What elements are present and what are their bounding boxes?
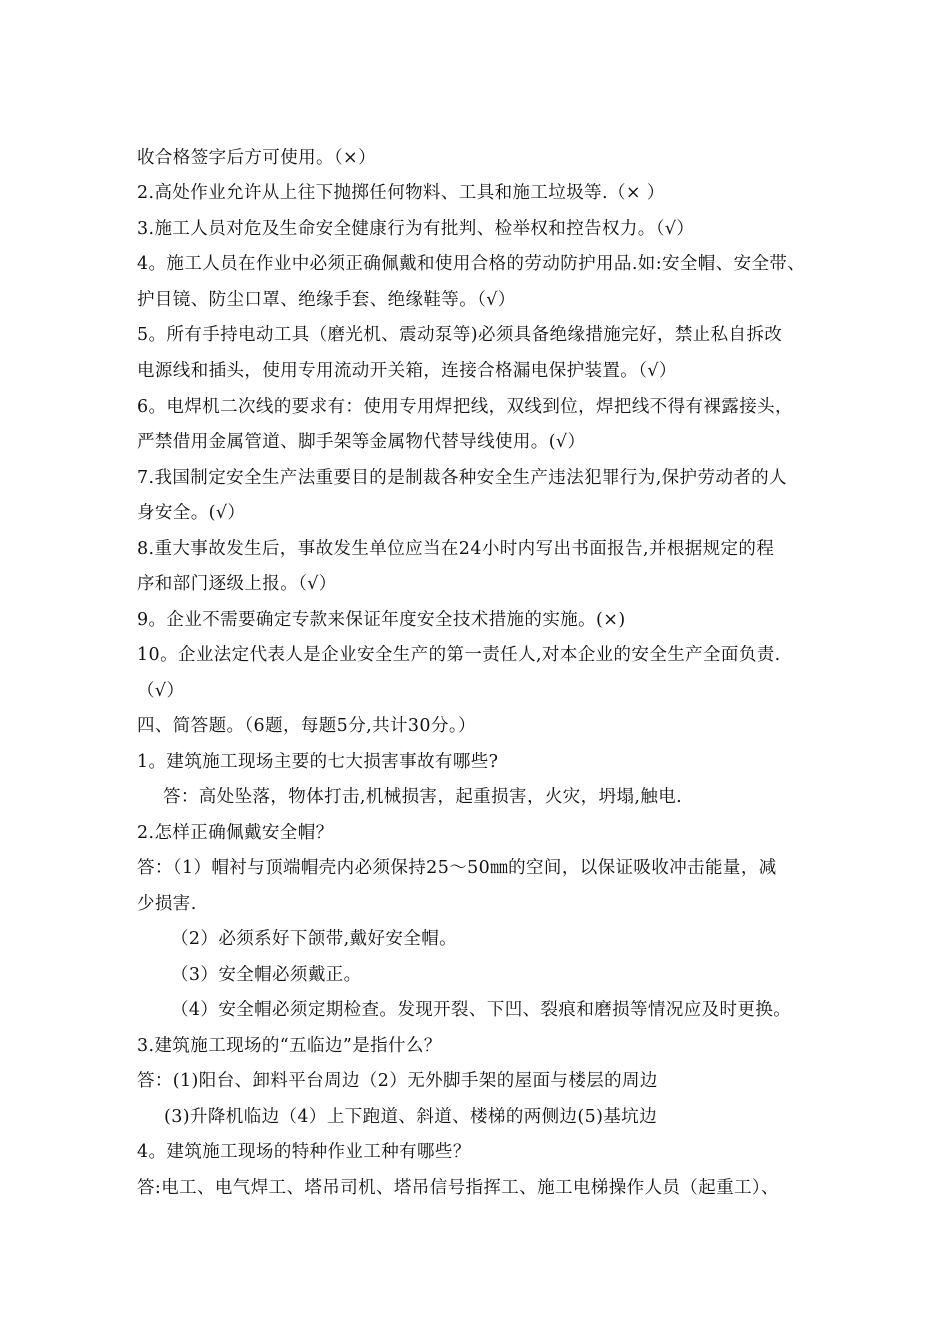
- text-line: 护目镜、防尘口罩、绝缘手套、绝缘鞋等。（√）: [137, 290, 516, 310]
- text-line: 序和部门逐级上报。（√）: [137, 574, 337, 594]
- text-line: 4。施工人员在作业中必须正确佩戴和使用合格的劳动防护用品.如:安全帽、安全带、: [137, 254, 806, 274]
- answer-line: 答：（1）帽衬与顶端帽壳内必须保持25～50㎜的空间，以保证吸收冲击能量，减: [137, 858, 777, 878]
- text-line: 9。企业不需要确定专款来保证年度安全技术措施的实施。(×): [137, 610, 626, 630]
- text-line: 6。电焊机二次线的要求有：使用专用焊把线，双线到位，焊把线不得有裸露接头，: [137, 397, 793, 417]
- answer-line: （4）安全帽必须定期检查。发现开裂、下凹、裂痕和磨损等情况应及时更换。: [171, 1000, 792, 1020]
- answer-line: （3）安全帽必须戴正。: [171, 965, 362, 985]
- text-line: 电源线和插头，使用专用流动开关箱，连接合格漏电保护装置。（√）: [137, 361, 677, 381]
- text-line: 收合格签字后方可使用。（×）: [137, 148, 377, 168]
- answer-line: 答：(1)阳台、卸料平台周边（2）无外脚手架的屋面与楼层的周边: [137, 1071, 658, 1091]
- text-line: 2.高处作业允许从上往下抛掷任何物料、工具和施工垃圾等.（× ）: [137, 183, 665, 203]
- text-line: 5。所有手持电动工具（磨光机、震动泵等)必须具备绝缘措施完好，禁止私自拆改: [137, 325, 783, 345]
- text-line: 8.重大事故发生后，事故发生单位应当在24小时内写出书面报告,并根据规定的程: [137, 539, 775, 559]
- question-line: 1。建筑施工现场主要的七大损害事故有哪些?: [137, 752, 499, 772]
- answer-line: （2）必须系好下颌带,戴好安全帽。: [171, 929, 457, 949]
- question-line: 2.怎样正确佩戴安全帽？: [137, 823, 334, 843]
- text-line: 严禁借用金属管道、脚手架等金属物代替导线使用。(√）: [137, 432, 586, 452]
- answer-line: (3)升降机临边（4）上下跑道、斜道、楼梯的两侧边(5)基坑边: [164, 1107, 658, 1127]
- text-line: （√）: [137, 681, 185, 701]
- text-line: 10。企业法定代表人是企业安全生产的第一责任人,对本企业的安全生产全面负责.: [137, 645, 781, 665]
- question-line: 4。建筑施工现场的特种作业工种有哪些？: [137, 1142, 471, 1162]
- text-line: 身安全。(√）: [137, 503, 246, 523]
- section-heading: 四、简答题。（6题，每题5分,共计30分。）: [137, 716, 476, 736]
- answer-line: 少损害.: [137, 894, 197, 914]
- text-line: 7.我国制定安全生产法重要目的是制裁各种安全生产违法犯罪行为,保护劳动者的人: [137, 468, 787, 488]
- answer-line: 答：高处坠落，物体打击,机械损害，起重损害，火灾，坍塌,触电.: [163, 787, 683, 807]
- question-line: 3.建筑施工现场的“五临边”是指什么？: [137, 1036, 442, 1056]
- text-line: 3.施工人员对危及生命安全健康行为有批判、检举权和控告权力。（√）: [137, 219, 695, 239]
- answer-line: 答:电工、电气焊工、塔吊司机、塔吊信号指挥工、施工电梯操作人员（起重工）、: [137, 1178, 779, 1198]
